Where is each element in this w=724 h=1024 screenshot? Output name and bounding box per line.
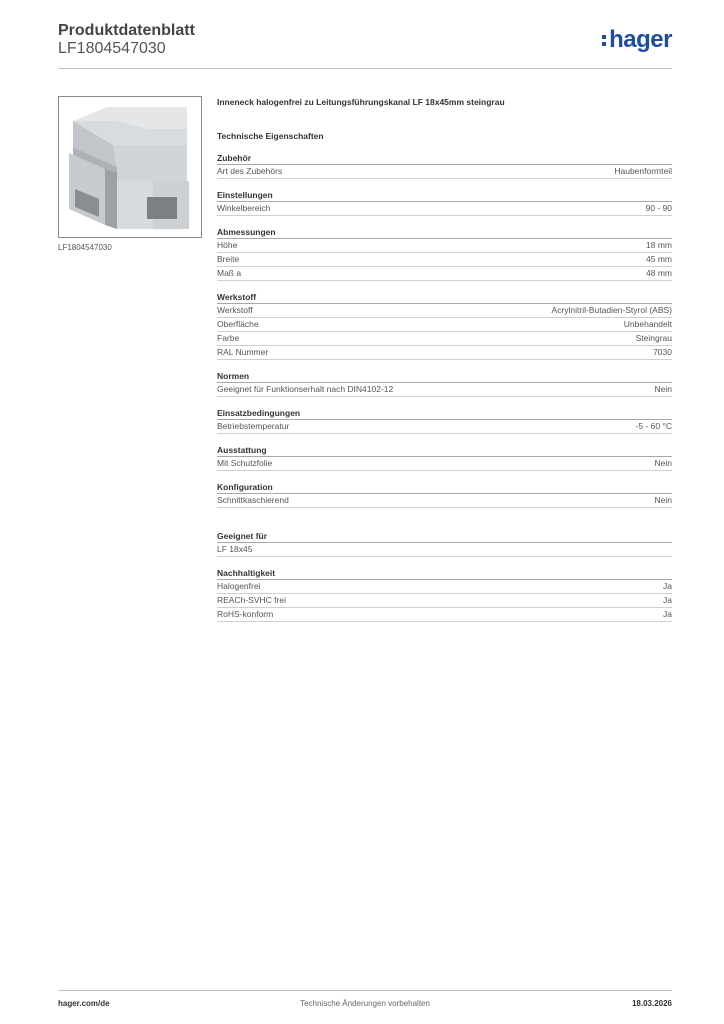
section-title: Normen xyxy=(217,370,672,383)
page-footer xyxy=(58,990,672,1013)
section-title: Geeignet für xyxy=(217,530,672,543)
property-label: Höhe xyxy=(217,240,238,250)
property-value: -5 - 60 °C xyxy=(635,421,672,431)
property-row xyxy=(217,304,672,318)
product-image xyxy=(58,96,202,238)
article-number: LF1804547030 xyxy=(58,40,166,57)
section-title: Ausstattung xyxy=(217,444,672,457)
section-title: Einstellungen xyxy=(217,189,672,202)
property-row xyxy=(217,594,672,608)
property-value: Nein xyxy=(654,458,672,468)
section-title: Zubehör xyxy=(217,152,672,165)
property-section xyxy=(217,291,672,360)
property-row xyxy=(217,318,672,332)
section-title: Werkstoff xyxy=(217,291,672,304)
property-section xyxy=(217,481,672,508)
property-label: RAL Nummer xyxy=(217,347,269,357)
property-section xyxy=(217,189,672,216)
property-label: Breite xyxy=(217,254,240,264)
property-row xyxy=(217,420,672,434)
property-value: 45 mm xyxy=(646,254,672,264)
property-section xyxy=(217,444,672,471)
property-value: Ja xyxy=(663,595,672,605)
property-value: 48 mm xyxy=(646,268,672,278)
property-section xyxy=(217,530,672,557)
property-label: Oberfläche xyxy=(217,319,259,329)
property-section xyxy=(217,567,672,622)
property-label: Geeignet für Funktionserhalt nach DIN4102-12 xyxy=(217,384,394,394)
property-row xyxy=(217,457,672,471)
property-value: 7030 xyxy=(653,347,672,357)
property-label: Mit Schutzfolie xyxy=(217,458,273,468)
property-row xyxy=(217,608,672,622)
footer-date: 18.03.2026 xyxy=(631,999,672,1008)
logo-dots-icon xyxy=(602,35,606,46)
section-title: Konfiguration xyxy=(217,481,672,494)
section-title: Nachhaltigkeit xyxy=(217,567,672,580)
hager-logo xyxy=(602,28,672,52)
property-row xyxy=(217,332,672,346)
property-value: Nein xyxy=(654,384,672,394)
property-row xyxy=(217,165,672,179)
property-label: RoHS-konform xyxy=(217,609,274,619)
property-value: 18 mm xyxy=(646,240,672,250)
property-row xyxy=(217,253,672,267)
property-label: Halogenfrei xyxy=(217,581,261,591)
property-row xyxy=(217,580,672,594)
property-section xyxy=(217,407,672,434)
property-row xyxy=(217,494,672,508)
footer-website: hager.com/de xyxy=(58,999,110,1008)
property-value: Nein xyxy=(654,495,672,505)
document-title: Produktdatenblatt xyxy=(58,22,195,39)
property-value: Unbehandelt xyxy=(623,319,672,329)
property-row xyxy=(217,383,672,397)
property-label: Betriebstemperatur xyxy=(217,421,290,431)
footer-notice: Technische Änderungen vorbehalten xyxy=(300,999,430,1008)
property-label: Farbe xyxy=(217,333,240,343)
page-header xyxy=(58,20,672,69)
property-label: Schnittkaschierend xyxy=(217,495,289,505)
property-section xyxy=(217,226,672,281)
property-value: Ja xyxy=(663,581,672,591)
technical-properties-heading: Technische Eigenschaften xyxy=(217,131,324,141)
property-value: Acrylnitril-Butadien-Styrol (ABS) xyxy=(551,305,672,315)
section-title: Einsatzbedingungen xyxy=(217,407,672,420)
property-value: 90 - 90 xyxy=(645,203,672,213)
property-value: Haubenformteil xyxy=(614,166,672,176)
corner-piece-icon xyxy=(59,97,201,237)
property-sections xyxy=(217,152,672,622)
product-title: Inneneck halogenfrei zu Leitungsführungskanal LF 18x45mm steingrau xyxy=(217,97,505,107)
property-section xyxy=(217,370,672,397)
logo-text: hager xyxy=(609,26,672,53)
property-label: LF 18x45 xyxy=(217,544,253,554)
property-row xyxy=(217,543,672,557)
section-title: Abmessungen xyxy=(217,226,672,239)
property-row xyxy=(217,239,672,253)
property-section xyxy=(217,152,672,179)
property-row xyxy=(217,346,672,360)
property-label: Werkstoff xyxy=(217,305,253,315)
property-label: Maß a xyxy=(217,268,242,278)
product-details xyxy=(217,96,672,622)
image-caption: LF1804547030 xyxy=(58,243,112,252)
property-value: Steingrau xyxy=(635,333,672,343)
property-row xyxy=(217,267,672,281)
property-label: Art des Zubehörs xyxy=(217,166,283,176)
property-value: Ja xyxy=(663,609,672,619)
property-label: REACh-SVHC frei xyxy=(217,595,286,605)
property-row xyxy=(217,202,672,216)
property-label: Winkelbereich xyxy=(217,203,271,213)
